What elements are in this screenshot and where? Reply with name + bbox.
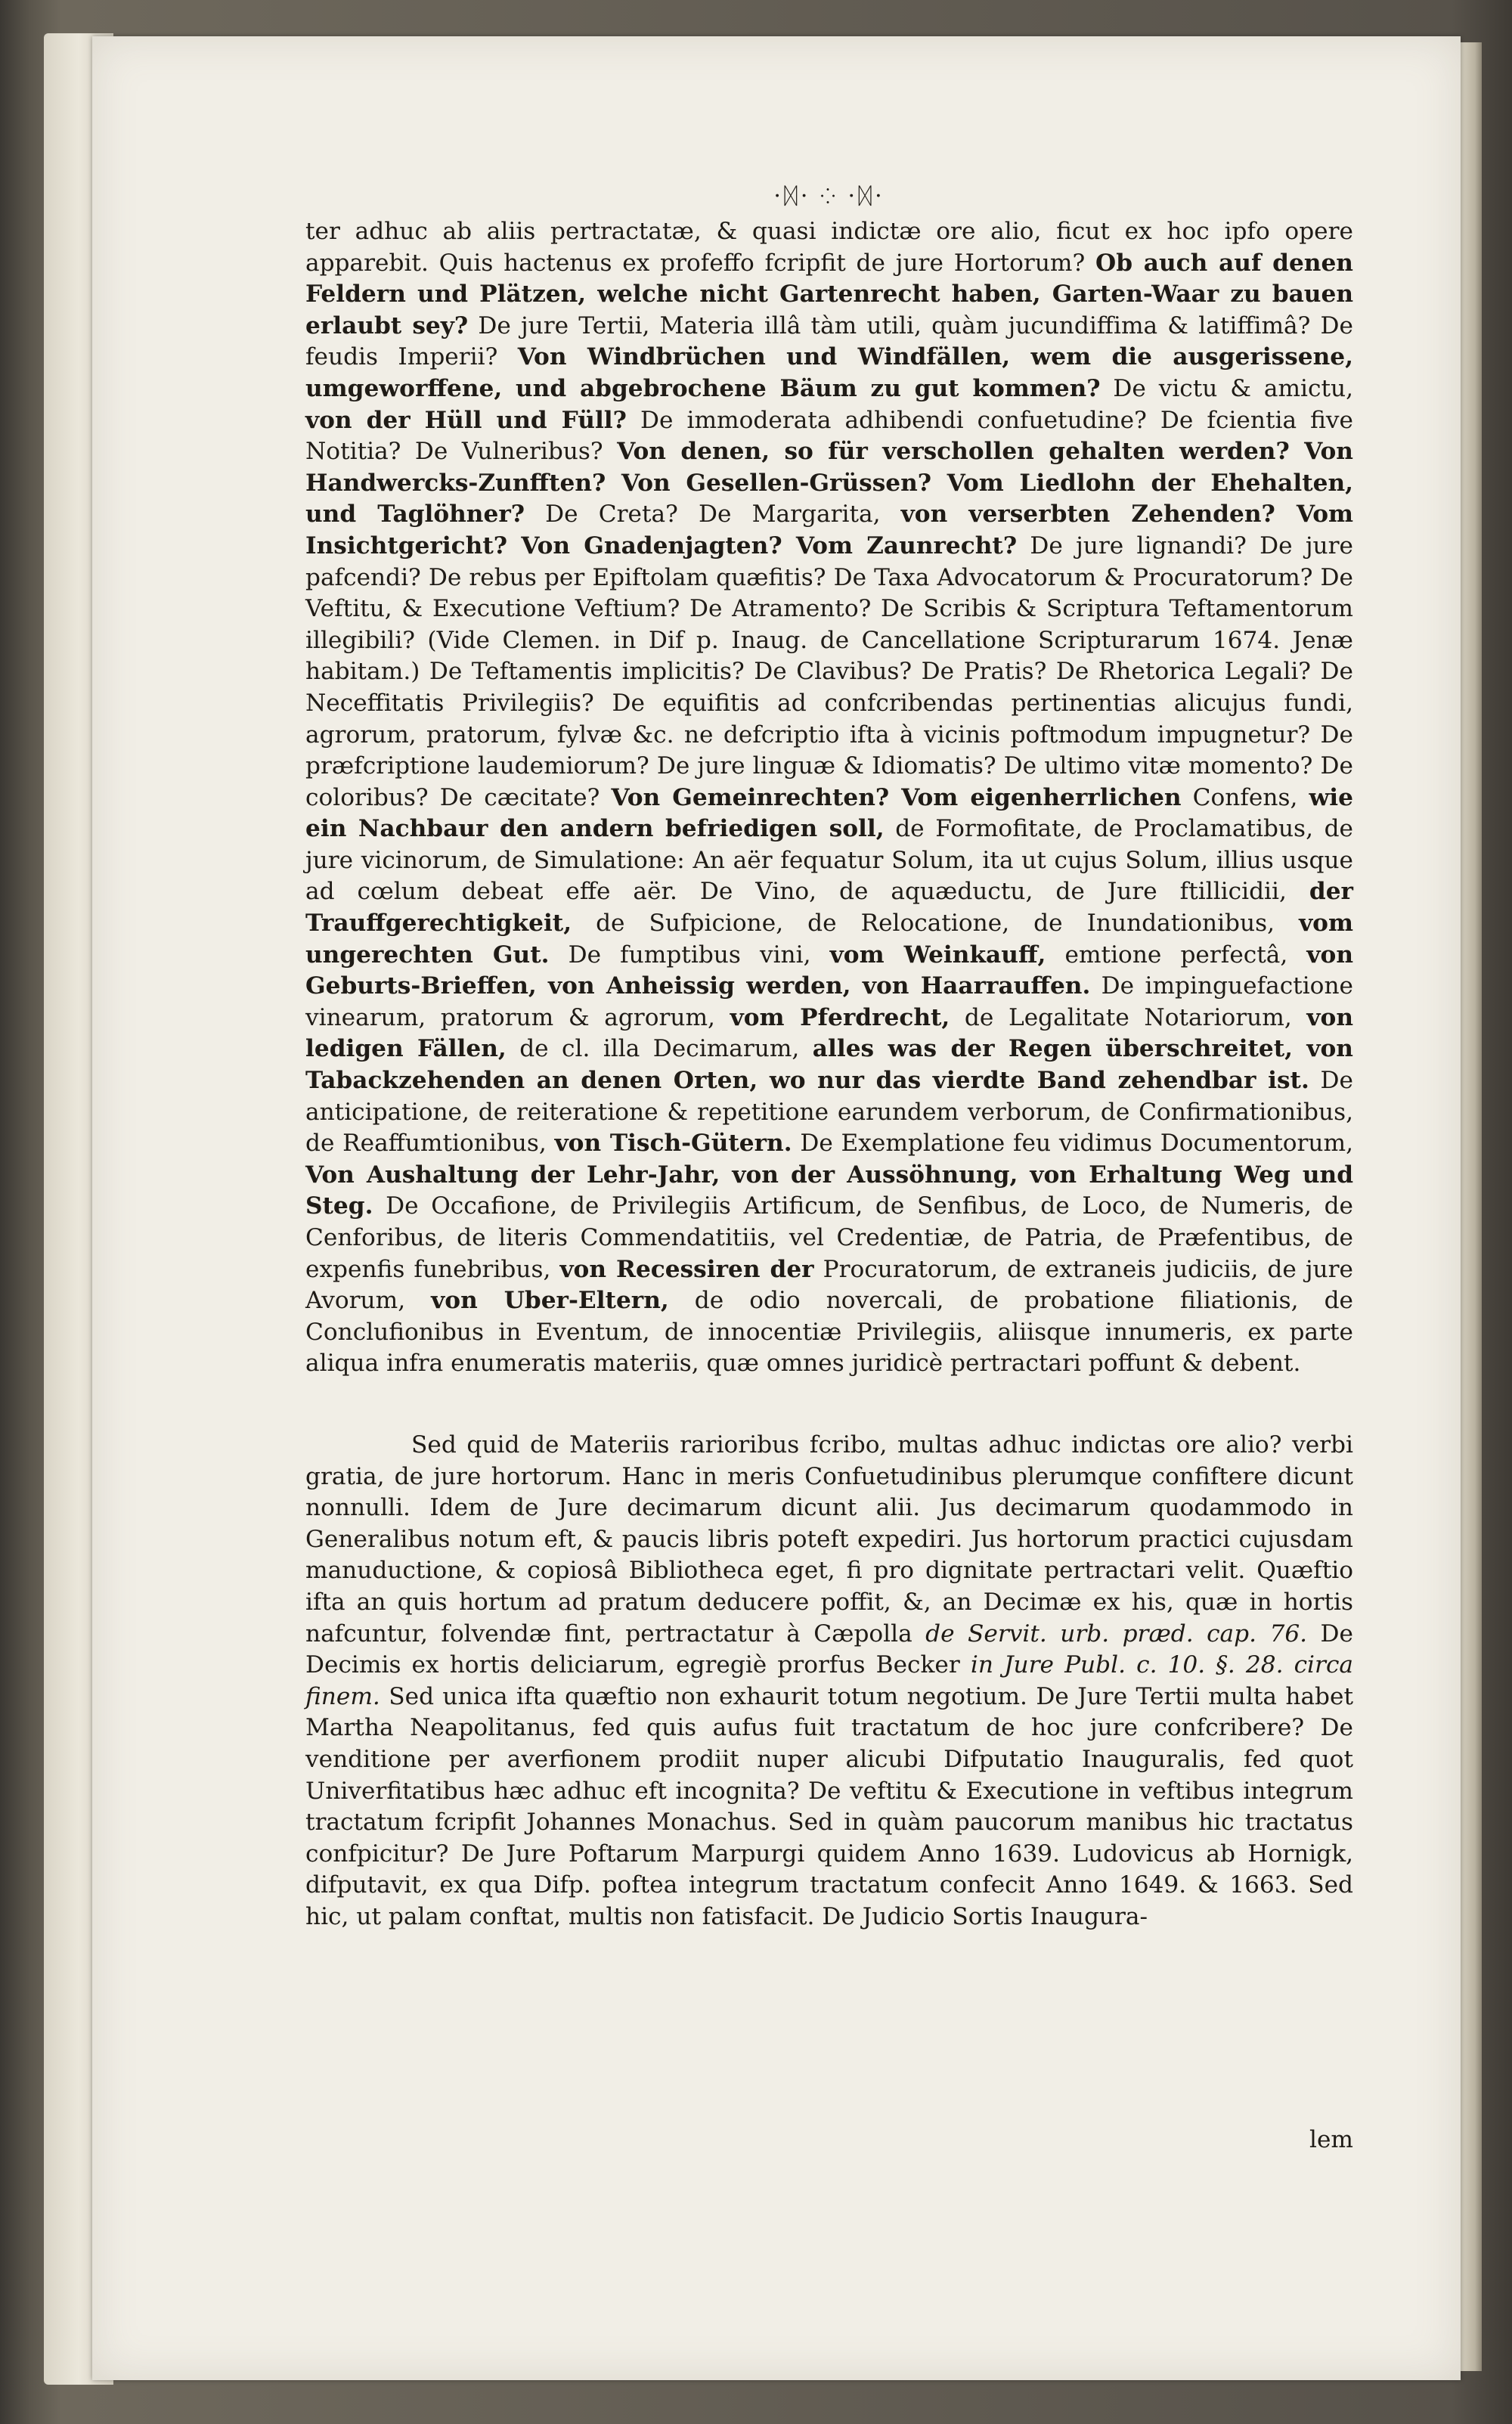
latin-text: De Decimis ex hortis deliciarum, egregiè prorfus Becker [305, 1620, 1353, 1679]
latin-text: Sed unica ifta quæftio non exhaurit totum negotium. De Jure Tertii multa habet Martha Neapolitanus, fed quis aufus fuit tractatum de hoc jure confcribere? De venditione per averfionem prodiit nuper alicubi Difputatio Inauguralis, fed quot Univerfitatibus hæc adhuc eft incognita? De veftitu & Executione in veftibus integrum tractatum fcripfit Johannes Monachus. Sed in quàm paucorum manibus hic tractatus confpicitur? De Jure Poftarum Marpurgi quidem Anno 1639. Ludovicus ab Hornigk, difputavit, ex qua Difp. poftea integrum tractatum confecit Anno 1649. & 1663. Sed hic, ut palam conftat, multis non fatisfacit. De Judicio Sortis Inaugura- [305, 1682, 1353, 1930]
latin-text: De fumptibus vini, [549, 941, 830, 969]
fraktur-phrase: vom Weinkauff, [829, 941, 1046, 969]
fraktur-phrase: vom Pferdrecht, [730, 1003, 950, 1031]
fraktur-phrase: Von denen, so für verschollen gehalten werden? Von Handwercks-Zunfften? Von Gesellen-Grüssen? Vom Liedlohn der Ehehalten, und Taglöhner? [305, 438, 1353, 529]
latin-text: De Creta? De Margarita, [525, 501, 901, 529]
fraktur-phrase: der Trauffgerechtigkeit, [305, 878, 1353, 938]
fraktur-phrase: Von Windbrüchen und Windfällen, wem die ausgerissene, umgeworffene, und abgebrochene Bäum zu gut kommen? [305, 343, 1354, 402]
latin-text: de Sufpicione, de Relocatione, de Inundationibus, [572, 910, 1300, 938]
latin-text: ter adhuc ab aliis pertractatæ, & quasi indictæ ore alio, ficut ex hoc ipfo opere apparebit. Quis hactenus ex profeffo fcripfit de jure Hortorum? [305, 218, 1353, 277]
fraktur-phrase: von Recessiren der [559, 1255, 814, 1283]
paragraph-2 [305, 1430, 1353, 1933]
fraktur-phrase: von Uber-Eltern, [431, 1287, 669, 1315]
latin-text: De Exemplatione feu vidimus Documentorum, [792, 1130, 1353, 1158]
latin-text: de odio novercali, de probatione filiationis, de Conclufionibus in Eventum, de innocentiæ Privilegiis, aliisque innumeris, ex parte aliqua infra enumeratis materiis, quæ omnes juridicè pertractari poffunt & debent. [305, 1287, 1353, 1378]
fraktur-phrase: Von Aushaltung der Lehr-Jahr, von der Aussöhnung, von Erhaltung Weg und Steg. [305, 1161, 1353, 1220]
latin-text: Procuratorum, de extraneis judiciis, de jure Avorum, [305, 1255, 1353, 1315]
fraktur-phrase: von Geburts-Brieffen, von Anheissig werden, von Haarrauffen. [305, 941, 1354, 1000]
latin-text: De impinguefactione vinearum, pratorum & agrorum, [305, 972, 1353, 1031]
italic-citation: in Jure Publ. c. 10. §. 28. circa finem. [305, 1651, 1353, 1710]
italic-citation: de Servit. urb. præd. cap. 76. [925, 1620, 1308, 1648]
fraktur-phrase: von Tisch-Gütern. [554, 1130, 792, 1158]
latin-text: De immoderata adhibendi confuetudine? De fcientia five Notitia? De Vulneribus? [305, 406, 1353, 466]
fraktur-phrase: von ledigen Fällen, [305, 1003, 1353, 1063]
latin-text: Confens, [1181, 783, 1309, 811]
latin-text: de Formofitate, de Proclamatibus, de jure vicinorum, de Simulatione: An aër fequatur Solum, ita ut cujus Solum, illius usque ad cœlum debeat effe aër. De Vino, de aquæductu, de Jure ftillicidii, [305, 815, 1353, 906]
fraktur-phrase: alles was der Regen überschreitet, von Tabackzehenden an denen Orten, wo nur das vierdte Band zehendbar ist. [305, 1035, 1353, 1095]
catchword: lem [1309, 2126, 1353, 2154]
latin-text: emtione perfectâ, [1046, 941, 1307, 969]
latin-text: De anticipatione, de reiteratione & repetitione earundem verborum, de Confirmationibus, de Reaffumtionibus, [305, 1067, 1353, 1158]
paragraph-1 [305, 216, 1353, 1380]
fraktur-phrase: Ob auch auf denen Feldern und Plätzen, welche nicht Gartenrecht haben, Garten-Waar zu bauen erlaubt sey? [305, 249, 1353, 339]
latin-text: De jure Tertii, Materia illâ tàm utili, quàm jucundiffima & latiffimâ? De feudis Imperii? [305, 312, 1353, 371]
fraktur-phrase: vom ungerechten Gut. [305, 910, 1353, 969]
latin-text: de cl. illa Decimarum, [506, 1035, 813, 1063]
fraktur-phrase: von verserbten Zehenden? Vom Insichtgericht? Von Gnadenjagten? Vom Zaunrecht? [305, 501, 1353, 560]
fraktur-phrase: von der Hüll und Füll? [305, 406, 627, 434]
text-block [305, 181, 1353, 2344]
page-stack-edge [1459, 42, 1482, 2371]
fraktur-phrase: Von Gemeinrechten? Vom eigenherrlichen [611, 783, 1182, 811]
latin-text: De jure lignandi? De jure pafcendi? De rebus per Epiftolam quæfitis? De Taxa Advocatorum & Procuratorum? De Veftitu, & Executione Veftium? De Atramento? De Scribis & Scriptura Teftamentorum illegibili? (Vide Clemen. in Dif p. Inaug. de Cancellatione Scripturarum 1674. Jenæ habitam.) De Teftamentis implicitis? De Clavibus? De Pratis? De Rhetorica Legali? De Neceffitatis Privilegiis? De equifitis ad confcribendas pertinentias alicujus fundi, agrorum, pratorum, fylvæ &c. ne defcriptio ifta à vicinis poftmodum impugnetur? De præfcriptione laudemiorum? De jure linguæ & Idiomatis? De ultimo vitæ momento? De coloribus? De cæcitate? [305, 532, 1354, 811]
latin-text: de Legalitate Notariorum, [950, 1003, 1307, 1031]
fraktur-phrase: wie ein Nachbaur den andern befriedigen soll, [305, 783, 1353, 843]
latin-text: Sed quid de Materiis rarioribus fcribo, multas adhuc indictas ore alio? verbi gratia, de jure hortorum. Hanc in meris Confuetudinibus plerumque confiftere dicunt nonnulli. Idem de Jure decimarum dicunt alii. Jus decimarum quodammodo in Generalibus notum eft, & paucis libris poteft expediri. Jus hortorum practici cujusdam manuductione, & copiosâ Bibliotheca eget, fi pro dignitate pertractari velit. Quæftio ifta an quis hortum ad pratum deducere poffit, &, an Decimæ ex his, quæ in hortis nafcuntur, folvendæ fint, pertractatur à Cæpolla [305, 1431, 1353, 1648]
header-ornament: ·ᛞ· ⁘ ·ᛞ· [773, 183, 885, 209]
latin-text: De Occafione, de Privilegiis Artificum, de Senfibus, de Loco, de Numeris, de Cenforibus, de literis Commendatitiis, vel Credentiæ, de Patria, de Præfentibus, de expenfis funebribus, [305, 1192, 1353, 1283]
latin-text: De victu & amictu, [1100, 374, 1353, 402]
